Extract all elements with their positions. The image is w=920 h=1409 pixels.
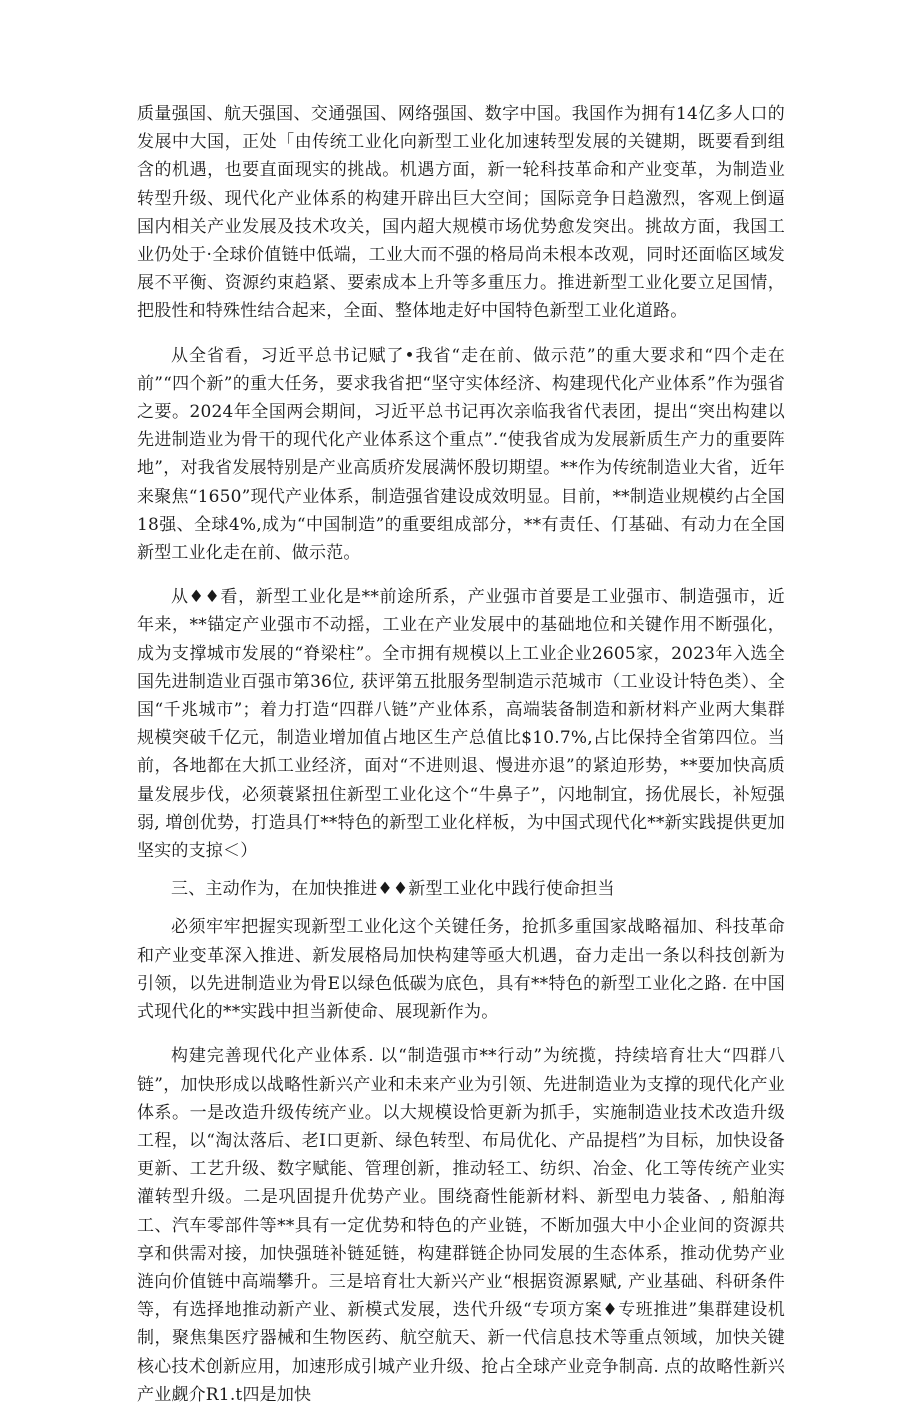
paragraph-4: 必须牢牢把握实现新型工业化这个关键任务，抢抓多重国家战略福加、科技革命和产业变革深入推进、新发展格局加快构建等亟大机遇，奋力走出一条以科技创新为引领，以先进制造业为骨E以绿色低碳为底色，具有**特色的新型工业化之路. 在中国式现代化的**实践中担当新使命、展现新作为。 — [137, 917, 785, 1023]
paragraph-5: 构建完善现代化产业体系. 以“制造强市**行动”为统揽，持续培育壮大“四群八链”，加快形成以战略性新兴产业和未来产业为引领、先进制造业为支撑的现代化产业体系。一是改造升级传统产业。以大规模设恰更新为抓手，实施制造业技术改造升级工程，以“淘汰落后、老I口更新、绿色转型、布局优化、产品提档”为目标，加快设备更新、工艺升级、数字赋能、管理创新，推动轻工、纺织、冶金、化工等传统产业实灌转型升级。二是巩固提升优势产业。围绕裔性能新材料、新型电力装备、, 船舶海工、汽车零部件等**具有一定优势和特色的产业链，不断加强大中小企业间的资源共享和供需对接，加快强琏补链延链，构建群链企协同发展的生态体系，推动优势产业涟向价值链中高端攀升。三是培育壮大新兴产业“根据资源累赋, 产业基础、科研条件等，有选择地推动新产业、新模式发展，迭代升级“专项方案♦专班推进”集群建设机制，聚焦集医疗器械和生物医药、航空航天、新一代信息技术等重点领域，加快关键核心技术创新应用，加速形成引城产业升级、抢占全球产业竞争制高. 点的故略性新兴产业觑介R1.t四是加快 — [137, 1046, 785, 1405]
section-heading: 三、主动作为，在加快推进♦♦新型工业化中践行使命担当 — [171, 879, 615, 900]
document-page — [137, 100, 785, 1409]
paragraph-1: 质量强国、航天强国、交通强国、网络强国、数字中国。我国作为拥有14亿多人口的发展中大国，正处「由传统工业化向新型工业化加速转型发展的关键期，既要看到组含的机遇，也要直面现实的挑战。机遇方面，新一轮科技革命和产业变革，为制造业转型升级、现代化产业体系的构建开辟出巨大空间；国际竞争日趋激烈，客观上倒逼国内相关产业发展及技术攻关，国内超大规模市场优势愈发突出。挑故方面，我国工业仍处于·全球价值链中低端，工业大而不强的格局尚未根本改观，同时还面临区域发展不平衡、资源约束趋紧、要索成本上升等多重压力。推进新型工业化要立足国情，把股性和特殊性结合起来，全面、整体地走好中国特色新型工业化道路。 — [137, 104, 785, 322]
paragraph-3: 从♦♦看，新型工业化是**前途所系，产业强市首要是工业强市、制造强市，近年来，**锚定产业强市不动摇，工业在产业发展中的基础地位和关键作用不断强化，成为支撑城市发展的“脊梁柱”。全市拥有规模以上工业企业2605家，2023年入选全国先进制造业百强市第36位, 获评第五批服务型制造示范城市（工业设计特色类）、全国“千兆城市”；着力打造“四群八链”产业体系，高端装备制造和新材料产业两大集群规模突破千亿元，制造业增加值占地区生产总值比$10.7%,占比保持全省第四位。当前，各地都在大抓工业经济，面对“不进则退、慢进亦退”的紧迫形势，**要加快高质量发展步伐，必须蓑紧扭住新型工业化这个“牛鼻子”，闪地制宜，扬优展长，补短强弱, 増创优势，打造具仃**特色的新型工业化样板，为中国式现代化**新实践提供更加坚实的支掠＜） — [137, 587, 786, 862]
paragraph-2: 从全省看，习近平总书记赋了•我省“走在前、做示范”的重大要求和“四个走在前”“四个新”的重大任务，要求我省把“坚守实体经济、构建现代化产业体系”作为强省之要。2024年全国两会期间，习近平总书记再次亲临我省代表团，提出“突出构建以先进制造业为骨干的现代化产业体系这个重点”.“使我省成为发展新质生产力的重要阵地”，对我省发展特别是产业高质疥发展满怀殷切期望。**作为传统制造业大省，近年来聚焦“1650”现代产业体系，制造强省建设成效明显。目前，**制造业规模约占全国18强、全球4%,成为“中国制造”的重要组成部分，**有责任、仃基础、有动力在全国新型工业化走在前、做示范。 — [137, 345, 785, 564]
